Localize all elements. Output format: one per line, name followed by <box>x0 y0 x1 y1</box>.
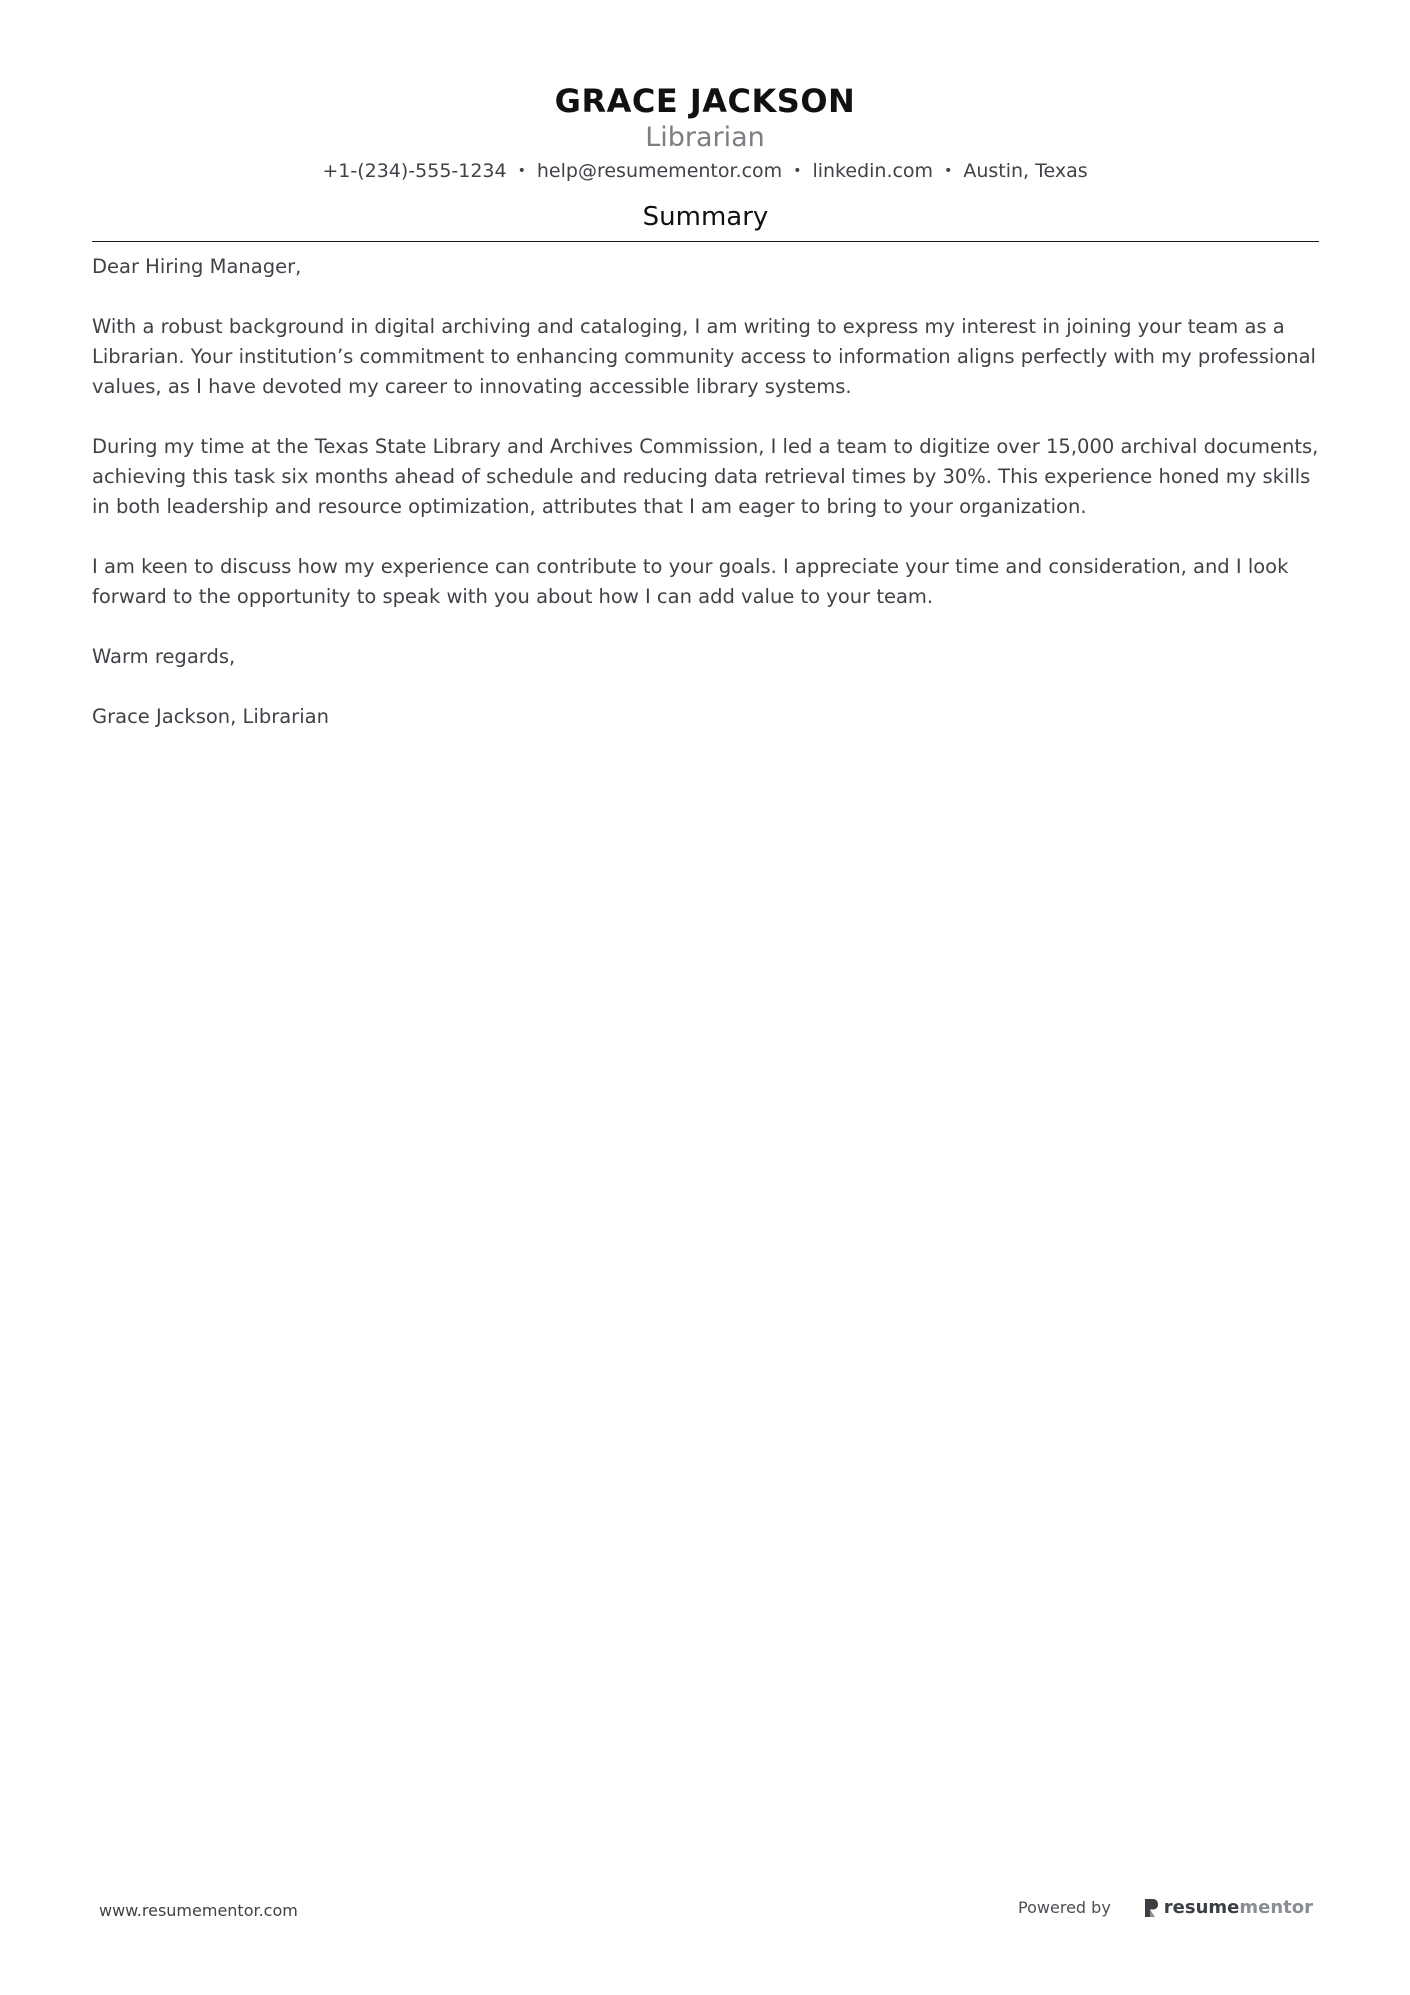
letter-paragraph: With a robust background in digital archiving and cataloging, I am writing to express my interest in joining your team as a Librarian. Your institution’s commitment to enhancing community access to information aligns perfectly with my professional values, as I have devoted my career to innovating accessible library systems. <box>92 315 1316 398</box>
contact-email[interactable]: help@resumementor.com <box>536 160 783 182</box>
cover-letter-body <box>92 252 1319 762</box>
contact-location: Austin, Texas <box>963 160 1088 182</box>
brand-logo[interactable] <box>1143 1897 1313 1919</box>
letter-paragraph: I am keen to discuss how my experience can contribute to your goals. I appreciate your time and consideration, and I look forward to the opportunity to speak with you about how I can add value to your team. <box>92 555 1289 608</box>
contact-phone: +1-(234)-555-1234 <box>322 160 507 182</box>
footer-branding <box>1018 1897 1313 1919</box>
footer-website[interactable]: www.resumementor.com <box>99 1901 298 1920</box>
letter-closing: Warm regards, <box>92 645 236 668</box>
powered-by-label: Powered by <box>1018 1898 1111 1917</box>
job-title: Librarian <box>645 122 765 153</box>
contact-separator: • <box>944 163 953 179</box>
letter-paragraph: During my time at the Texas State Library and Archives Commission, I led a team to digitize over 15,000 archival documents, achieving this task six months ahead of schedule and reducing data retrieval times by 30%. This experience honed my skills in both leadership and resource optimization, attributes that I am eager to bring to your organization. <box>92 435 1319 518</box>
contact-line <box>0 158 1410 186</box>
contact-linkedin[interactable]: linkedin.com <box>812 160 934 182</box>
brand-name-strong: resume <box>1163 1897 1240 1918</box>
brand-name-light: mentor <box>1239 1897 1313 1918</box>
resumementor-logo-icon <box>1143 1898 1159 1918</box>
candidate-name: GRACE JACKSON <box>554 82 856 120</box>
contact-separator: • <box>517 163 526 179</box>
section-divider <box>92 241 1319 242</box>
letter-signature: Grace Jackson, Librarian <box>92 705 329 728</box>
letter-greeting: Dear Hiring Manager, <box>92 255 302 278</box>
section-title-summary: Summary <box>642 202 769 232</box>
resume-header <box>0 80 1410 186</box>
contact-separator: • <box>793 163 802 179</box>
